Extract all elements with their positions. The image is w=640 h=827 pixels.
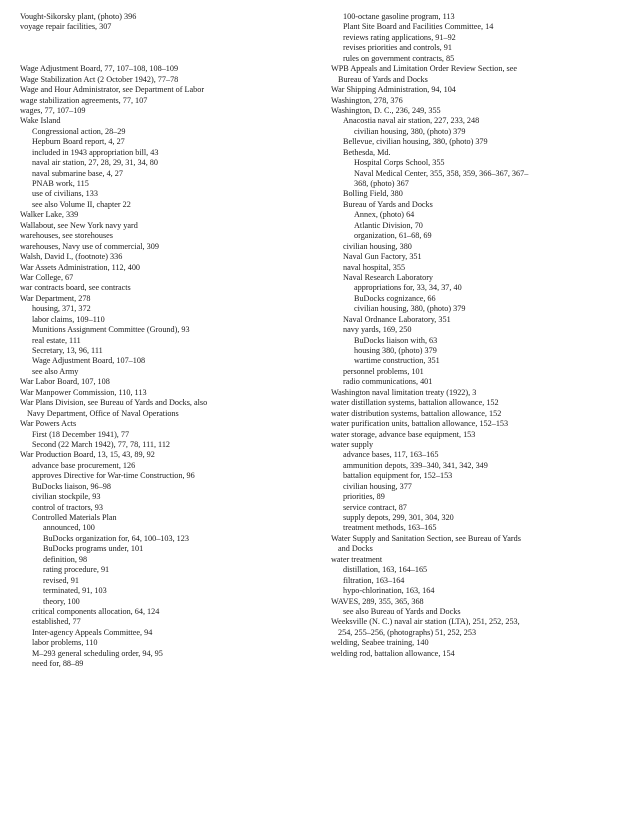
index-subentry: BuDocks cognizance, 66 (354, 293, 436, 303)
index-entry: wage stabilization agreements, 77, 107 (20, 95, 148, 105)
index-subentry: reviews rating applications, 91–92 (343, 32, 456, 42)
index-entry: Weeksville (N. C.) naval air station (LTA), 251, 252, 253, (331, 617, 520, 627)
index-subentry: civilian housing, 377 (343, 481, 412, 491)
index-subentry: housing, 371, 372 (32, 304, 91, 314)
index-subentry: filtration, 163–164 (343, 575, 405, 585)
index-subentry: included in 1943 appropriation bill, 43 (32, 147, 159, 157)
index-subentry: Wage Adjustment Board, 107–108 (32, 356, 146, 366)
index-entry: Wage Adjustment Board, 77, 107–108, 108–109 (20, 64, 179, 74)
index-subentry: Bellevue, civilian housing, 380, (photo) 379 (343, 137, 488, 147)
index-subentry: Atlantic Division, 70 (354, 220, 423, 230)
index-subentry: rating procedure, 91 (43, 565, 110, 575)
index-subentry: housing 380, (photo) 379 (354, 346, 437, 355)
index-entry: WPB Appeals and Limitation Order Review Section, see (331, 64, 517, 74)
index-entry: War Plans Division, see Bureau of Yards and Docks, also (20, 398, 208, 408)
index-entry: warehouses, Navy use of commercial, 309 (20, 241, 159, 251)
index-subentry: Inter-agency Appeals Committee, 94 (32, 627, 153, 637)
index-subentry: real estate, 111 (32, 335, 81, 345)
index-subentry: civilian housing, 380, (photo) 379 (354, 304, 466, 314)
index-entry: water supply (331, 439, 374, 449)
index-subentry: Hepburn Board report, 4, 27 (32, 137, 125, 147)
index-subentry: Congressional action, 28–29 (32, 126, 126, 136)
index-entry: Wage and Hour Administrator, see Department of Labor (20, 85, 205, 95)
index-subentry: appropriations for, 33, 34, 37, 40 (354, 283, 462, 293)
index-subentry: priorities, 89 (343, 492, 385, 502)
index-entry: Wage Stabilization Act (2 October 1942), 77–78 (20, 74, 179, 84)
index-subentry: First (18 December 1941), 77 (32, 429, 130, 439)
index-subentry: Naval Ordnance Laboratory, 351 (343, 314, 451, 324)
index-subentry: BuDocks liaison, 96–98 (32, 481, 111, 491)
index-subentry: see also Bureau of Yards and Docks (343, 606, 461, 616)
index-subentry: see also Army (32, 366, 79, 376)
index-subentry: Bolling Field, 380 (343, 189, 403, 199)
index-subentry: established, 77 (32, 617, 81, 627)
index-subentry: theory, 100 (43, 596, 80, 606)
index-subentry: supply depots, 299, 301, 304, 320 (343, 513, 454, 522)
index-entry: water distillation systems, battalion allowance, 152 (331, 398, 499, 408)
index-subentry: Naval Gun Factory, 351 (343, 252, 422, 262)
index-subentry: civilian stockpile, 93 (32, 492, 101, 502)
section-spacer (20, 33, 320, 64)
index-subentry: Munitions Assignment Committee (Ground), 93 (32, 325, 190, 335)
index-subentry: control of tractors, 93 (32, 502, 103, 512)
index-subentry: 368, (photo) 367 (354, 179, 409, 188)
index-entry: Water Supply and Sanitation Section, see Bureau of Yards (331, 533, 521, 543)
index-entry: War Department, 278 (20, 293, 91, 303)
index-entry: welding, Seabee training, 140 (331, 638, 429, 648)
index-entry: wages, 77, 107–109 (20, 105, 86, 115)
index-subentry: distillation, 163, 164–165 (343, 565, 428, 575)
index-subentry: labor problems, 110 (32, 638, 98, 648)
index-subentry: advance bases, 117, 163–165 (343, 450, 439, 460)
index-entry: War Manpower Commission, 110, 113 (20, 387, 147, 397)
index-subentry: naval hospital, 355 (343, 262, 406, 272)
index-entry: war contracts board, see contracts (20, 283, 131, 293)
index-subentry: service contract, 87 (343, 502, 407, 512)
index-subentry: Bureau of Yards and Docks (343, 199, 433, 209)
index-entry: Wake Island (20, 116, 61, 126)
index-subentry: civilian housing, 380 (343, 241, 412, 251)
index-subentry: see also Volume II, chapter 22 (32, 199, 131, 209)
index-subentry: wartime construction, 351 (354, 356, 440, 366)
index-subentry: PNAB work, 115 (32, 179, 89, 189)
index-column-left (20, 12, 320, 670)
index-subentry: civilian housing, 380, (photo) 379 (354, 126, 466, 136)
index-subentry: Naval Medical Center, 355, 358, 359, 366–367, 367– (354, 168, 529, 178)
index-subentry: radio communications, 401 (343, 377, 433, 387)
index-subentry: Secretary, 13, 96, 111 (32, 346, 103, 356)
index-subentry: advance base procurement, 126 (32, 460, 136, 470)
index-subentry: approves Directive for War-time Construction, 96 (32, 471, 195, 481)
index-subentry: navy yards, 169, 250 (343, 325, 412, 335)
index-subentry: Annex, (photo) 64 (354, 210, 415, 220)
index-subentry: treatment methods, 163–165 (343, 523, 437, 533)
index-subentry: use of civilians, 133 (32, 189, 98, 199)
index-subentry: BuDocks liaison with, 63 (354, 335, 438, 345)
index-entry: WAVES, 289, 355, 365, 368 (331, 596, 424, 606)
index-subentry: BuDocks programs under, 101 (43, 544, 144, 554)
index-subentry: rules on government contracts, 85 (343, 53, 455, 63)
index-entry: water distribution systems, battalion allowance, 152 (331, 408, 502, 418)
index-entry: voyage repair facilities, 307 (20, 22, 112, 32)
index-entry: Walker Lake, 339 (20, 210, 79, 220)
index-subentry: naval air station, 27, 28, 29, 31, 34, 80 (32, 158, 158, 168)
index-entry: War Production Board, 13, 15, 43, 89, 92 (20, 450, 155, 460)
index-entry: War Assets Administration, 112, 400 (20, 262, 141, 272)
index-entry: Vought-Sikorsky plant, (photo) 396 (20, 12, 137, 21)
index-subentry: BuDocks organization for, 64, 100–103, 123 (43, 533, 189, 543)
index-entry: Walsh, David I., (footnote) 336 (20, 252, 123, 262)
index-subentry: Anacostia naval air station, 227, 233, 248 (343, 116, 480, 126)
index-entry-continuation: and Docks (338, 544, 373, 554)
index-subentry: hypo-chlorination, 163, 164 (343, 586, 435, 596)
index-subentry: naval submarine base, 4, 27 (32, 168, 123, 178)
index-entry-continuation: Navy Department, Office of Naval Operations (27, 408, 179, 418)
index-subentry: need for, 88–89 (32, 659, 84, 669)
index-entry: water treatment (331, 554, 383, 564)
index-subentry: terminated, 91, 103 (43, 586, 107, 596)
index-subentry: battalion equipment for, 152–153 (343, 471, 453, 481)
index-entry: Washington, D. C., 236, 249, 355 (331, 105, 441, 115)
index-entry: War Powers Acts (20, 419, 77, 429)
index-entry: Washington, 278, 376 (331, 95, 403, 105)
index-subentry: revises priorities and controls, 91 (343, 43, 452, 53)
index-entry: water storage, advance base equipment, 153 (331, 429, 476, 439)
index-subentry: Naval Research Laboratory (343, 272, 434, 282)
index-subentry: Plant Site Board and Facilities Committee, 14 (343, 22, 494, 32)
index-subentry: Second (22 March 1942), 77, 78, 111, 112 (32, 439, 171, 449)
index-entry: War College, 67 (20, 272, 74, 282)
index-entry: War Labor Board, 107, 108 (20, 377, 110, 387)
index-subentry: announced, 100 (43, 523, 95, 533)
index-subentry: personnel problems, 101 (343, 366, 424, 376)
index-subentry: revised, 91 (43, 575, 79, 585)
index-subentry: critical components allocation, 64, 124 (32, 606, 160, 616)
index-subentry: Hospital Corps School, 355 (354, 158, 445, 168)
index-subentry: ammunition depots, 339–340, 341, 342, 349 (343, 460, 488, 470)
index-entry: warehouses, see storehouses (20, 231, 113, 241)
index-subentry: Controlled Materials Plan (32, 513, 117, 523)
index-column-right (331, 12, 631, 659)
index-subentry: organization, 61–68, 69 (354, 231, 432, 241)
index-entry: water purification units, battalion allowance, 152–153 (331, 419, 509, 429)
index-entry-continuation: 254, 255–256, (photographs) 51, 252, 253 (338, 627, 477, 637)
index-entry: War Shipping Administration, 94, 104 (331, 85, 456, 95)
index-subentry: definition, 98 (43, 554, 88, 564)
index-subentry: 100-octane gasoline program, 113 (343, 12, 455, 21)
index-entry-continuation: Bureau of Yards and Docks (338, 74, 428, 84)
index-subentry: M–293 general scheduling order, 94, 95 (32, 648, 163, 658)
index-subentry: labor claims, 109–110 (32, 314, 105, 324)
index-entry: Wallabout, see New York navy yard (20, 220, 138, 230)
index-subentry: Bethesda, Md. (343, 147, 391, 157)
index-entry: welding rod, battalion allowance, 154 (331, 648, 455, 658)
index-entry: Washington naval limitation treaty (1922), 3 (331, 387, 477, 397)
